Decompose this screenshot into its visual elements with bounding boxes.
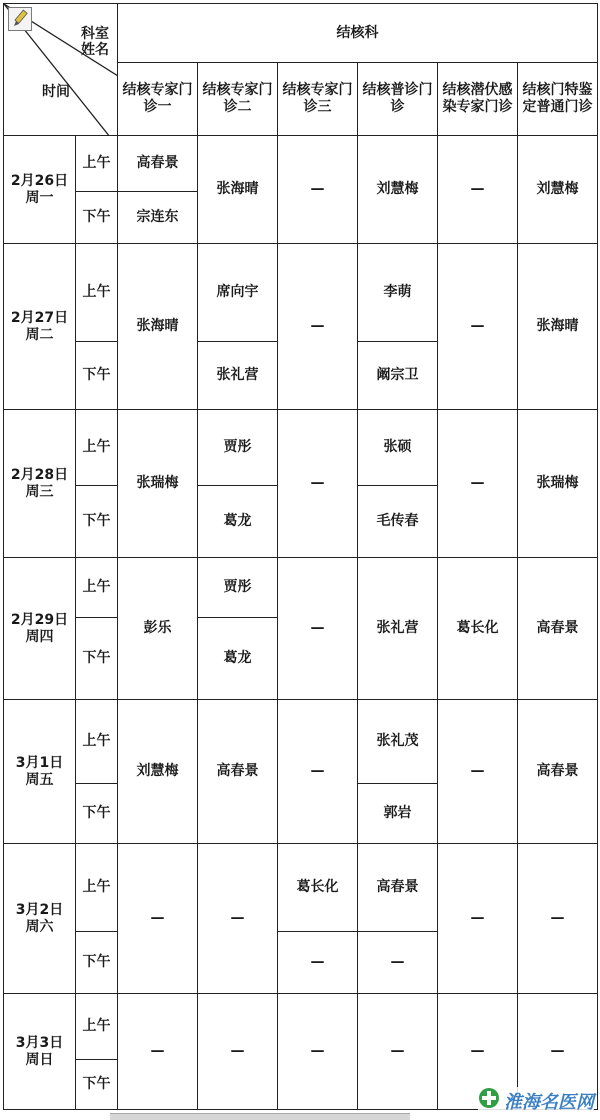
period-pm: 下午 — [76, 784, 118, 844]
doctor-cell-c4-am: 张礼茂 — [358, 700, 438, 784]
doctor-cell-c5: — — [438, 244, 518, 410]
day-row-am — [4, 136, 598, 192]
doctor-cell-c3: — — [278, 700, 358, 844]
doctor-cell-c1: — — [118, 994, 198, 1110]
doctor-cell-c1-pm: 宗连东 — [118, 192, 198, 244]
period-pm: 下午 — [76, 618, 118, 700]
doctor-cell-c1-am: 高春景 — [118, 136, 198, 192]
period-pm: 下午 — [76, 1060, 118, 1110]
period-am: 上午 — [76, 994, 118, 1060]
date-cell — [4, 558, 76, 700]
doctor-cell-c4: 张礼营 — [358, 558, 438, 700]
horizontal-scrollbar[interactable] — [110, 1113, 410, 1120]
date-cell — [4, 244, 76, 410]
doctor-cell-c2: — — [198, 844, 278, 994]
weekday-label: 周四 — [25, 628, 54, 645]
date-label: 2月27日 — [10, 309, 69, 326]
corner-time-label: 时间 — [42, 84, 70, 100]
doctor-cell-c2-am: 席向宇 — [198, 244, 278, 342]
column-header-5: 结核潜伏感染专家门诊 — [438, 63, 518, 136]
date-label: 3月1日 — [15, 754, 64, 771]
period-am: 上午 — [76, 410, 118, 486]
period-pm: 下午 — [76, 342, 118, 410]
date-label: 3月3日 — [15, 1034, 64, 1051]
day-row-am — [4, 558, 598, 618]
doctor-cell-c2-am: 贾彤 — [198, 410, 278, 486]
doctor-cell-c3: — — [278, 410, 358, 558]
doctor-cell-c3-pm: — — [278, 932, 358, 994]
day-row-am — [4, 994, 598, 1060]
doctor-cell-c6: 高春景 — [518, 700, 598, 844]
doctor-cell-c3: — — [278, 136, 358, 244]
date-cell — [4, 844, 76, 994]
doctor-cell-c2-pm: 葛龙 — [198, 486, 278, 558]
doctor-cell-c1: — — [118, 844, 198, 994]
period-am: 上午 — [76, 700, 118, 784]
doctor-cell-c3-am: 葛长化 — [278, 844, 358, 932]
column-header-2: 结核专家门诊二 — [198, 63, 278, 136]
department-header: 结核科 — [118, 4, 598, 63]
column-header-4: 结核普诊门诊 — [358, 63, 438, 136]
weekday-label: 周五 — [25, 771, 54, 788]
period-am: 上午 — [76, 558, 118, 618]
doctor-cell-c4: — — [358, 994, 438, 1110]
doctor-cell-c1: 张海晴 — [118, 244, 198, 410]
period-am: 上午 — [76, 844, 118, 932]
doctor-cell-c1: 张瑞梅 — [118, 410, 198, 558]
day-row-am — [4, 700, 598, 784]
doctor-cell-c4-pm: 郭岩 — [358, 784, 438, 844]
weekday-label: 周三 — [25, 483, 54, 500]
doctor-cell-c6: 高春景 — [518, 558, 598, 700]
clinic-schedule-table — [3, 3, 598, 1110]
doctor-cell-c3: — — [278, 994, 358, 1110]
period-pm: 下午 — [76, 932, 118, 994]
pen-icon — [8, 7, 32, 31]
doctor-cell-c1: 刘慧梅 — [118, 700, 198, 844]
doctor-cell-c5: — — [438, 410, 518, 558]
date-cell — [4, 994, 76, 1110]
doctor-cell-c4-pm: — — [358, 932, 438, 994]
doctor-cell-c4-am: 张硕 — [358, 410, 438, 486]
weekday-label: 周日 — [25, 1051, 54, 1068]
date-label: 2月28日 — [10, 466, 69, 483]
doctor-cell-c2: — — [198, 994, 278, 1110]
doctor-cell-c6: — — [518, 994, 598, 1110]
date-label: 3月2日 — [15, 901, 64, 918]
period-am: 上午 — [76, 136, 118, 192]
date-label: 2月29日 — [10, 611, 69, 628]
doctor-cell-c4-am: 李萌 — [358, 244, 438, 342]
doctor-cell-c2-pm: 葛龙 — [198, 618, 278, 700]
doctor-cell-c3: — — [278, 244, 358, 410]
date-cell — [4, 410, 76, 558]
weekday-label: 周六 — [25, 918, 54, 935]
doctor-cell-c3: — — [278, 558, 358, 700]
column-header-6: 结核门特鉴定普通门诊 — [518, 63, 598, 136]
date-cell — [4, 700, 76, 844]
period-pm: 下午 — [76, 192, 118, 244]
day-row-am — [4, 410, 598, 486]
period-am: 上午 — [76, 244, 118, 342]
date-cell — [4, 136, 76, 244]
day-row-am — [4, 844, 598, 932]
doctor-cell-c6: — — [518, 844, 598, 994]
period-pm: 下午 — [76, 486, 118, 558]
header-corner-cell — [4, 4, 118, 136]
doctor-cell-c5: — — [438, 700, 518, 844]
doctor-cell-c4-am: 高春景 — [358, 844, 438, 932]
doctor-cell-c2: 高春景 — [198, 700, 278, 844]
column-header-3: 结核专家门诊三 — [278, 63, 358, 136]
watermark-text: 淮海名医网 — [504, 1091, 594, 1113]
doctor-cell-c2-pm: 张礼营 — [198, 342, 278, 410]
corner-dept-label: 科室 姓名 — [81, 26, 109, 59]
column-header-1: 结核专家门诊一 — [118, 63, 198, 136]
weekday-label: 周二 — [25, 326, 54, 343]
doctor-cell-c5: — — [438, 136, 518, 244]
doctor-cell-c6: 张海晴 — [518, 244, 598, 410]
medical-cross-icon — [478, 1087, 500, 1114]
doctor-cell-c4-pm: 毛传春 — [358, 486, 438, 558]
doctor-cell-c5: — — [438, 844, 518, 994]
doctor-cell-c5: 葛长化 — [438, 558, 518, 700]
doctor-cell-c4: 刘慧梅 — [358, 136, 438, 244]
doctor-cell-c2-am: 贾彤 — [198, 558, 278, 618]
doctor-cell-c2: 张海晴 — [198, 136, 278, 244]
doctor-cell-c4-pm: 阚宗卫 — [358, 342, 438, 410]
date-label: 2月26日 — [10, 172, 69, 189]
site-watermark — [478, 1087, 594, 1114]
weekday-label: 周一 — [25, 189, 54, 206]
doctor-cell-c6: 张瑞梅 — [518, 410, 598, 558]
doctor-cell-c6: 刘慧梅 — [518, 136, 598, 244]
doctor-cell-c1: 彭乐 — [118, 558, 198, 700]
doctor-cell-c5: — — [438, 994, 518, 1110]
day-row-am — [4, 244, 598, 342]
